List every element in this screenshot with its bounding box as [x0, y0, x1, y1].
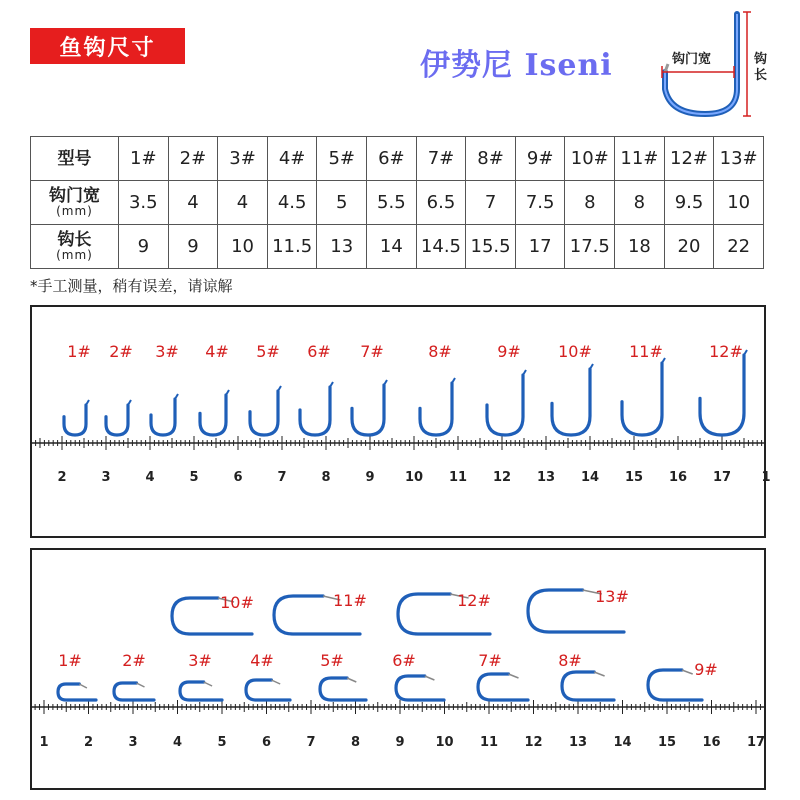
ruler-number: 1	[761, 470, 771, 485]
hook-size-label: 12#	[457, 591, 491, 610]
ruler-number: 6	[233, 470, 243, 485]
hook-size-label: 13#	[595, 587, 629, 606]
model-cell: 9#	[515, 137, 565, 181]
hook-size-label: 4#	[205, 342, 229, 361]
ruler-number: 1	[39, 735, 49, 750]
ruler-number: 4	[145, 470, 155, 485]
hook-eye	[384, 380, 387, 385]
hook-shape	[478, 674, 528, 700]
hook-size-label: 9#	[694, 660, 718, 679]
ruler-number: 12	[524, 735, 543, 750]
ruler-number: 10	[435, 735, 454, 750]
hook-size-label: 7#	[360, 342, 384, 361]
hook-eye	[86, 400, 89, 405]
hook-shape	[562, 672, 614, 700]
model-cell: 1#	[119, 137, 169, 181]
hook-size-label: 2#	[109, 342, 133, 361]
length-cell: 10	[218, 225, 268, 269]
model-cell: 11#	[615, 137, 665, 181]
hook-eye	[226, 390, 229, 395]
gap-width-cell: 4	[168, 181, 218, 225]
hook-eye	[452, 378, 455, 383]
gap-width-row	[31, 181, 764, 225]
hook-eye	[175, 394, 178, 399]
ruler-number: 14	[613, 735, 632, 750]
ruler-number: 9	[365, 470, 375, 485]
hook-point	[79, 684, 87, 688]
hook-point	[137, 683, 145, 687]
ruler-number: 16	[668, 470, 688, 485]
hook-size-label: 10#	[558, 342, 592, 361]
length-row	[31, 225, 764, 269]
hook-size-label: 9#	[497, 342, 521, 361]
hook-size-label: 5#	[320, 651, 344, 670]
hook-size-label: 10#	[220, 593, 254, 612]
hook-size-label: 6#	[392, 651, 416, 670]
gap-width-cell: 5.5	[367, 181, 417, 225]
gap-width-cell: 5	[317, 181, 367, 225]
gap-width-cell: 3.5	[119, 181, 169, 225]
hook-point	[509, 674, 519, 678]
length-cell: 15.5	[466, 225, 516, 269]
hook-eye	[744, 350, 747, 355]
horizontal-hooks-ruler	[32, 550, 764, 788]
model-cell: 7#	[416, 137, 466, 181]
gap-width-cell: 4	[218, 181, 268, 225]
gap-width-cell: 8	[565, 181, 615, 225]
ruler-number: 7	[306, 735, 316, 750]
ruler-number: 5	[217, 735, 227, 750]
hook-shape	[151, 399, 175, 435]
model-cell: 10#	[565, 137, 615, 181]
ruler-number: 8	[350, 735, 361, 750]
ruler-number: 15	[657, 735, 677, 750]
hook-eye	[590, 364, 593, 369]
ruler-number: 12	[492, 470, 512, 485]
hook-size-label: 1#	[58, 651, 82, 670]
spec-table	[30, 136, 764, 269]
hook-size-label: 11#	[333, 591, 367, 610]
gap-width-label: 钩门宽	[672, 52, 712, 67]
hook-ruler-panel-horizontal	[30, 548, 766, 790]
ruler-number: 3	[101, 470, 111, 485]
ruler-number: 2	[57, 470, 67, 485]
length-cell: 9	[168, 225, 218, 269]
hook-shape	[352, 385, 384, 435]
model-cell: 6#	[367, 137, 417, 181]
length-cell: 14	[367, 225, 417, 269]
ruler-number: 13	[536, 470, 556, 485]
hook-size-label: 5#	[256, 342, 280, 361]
ruler-number: 7	[277, 470, 287, 485]
hook-point	[204, 682, 212, 686]
ruler-number: 13	[568, 735, 588, 750]
hook-size-label: 3#	[155, 342, 179, 361]
ruler-number: 14	[580, 470, 600, 485]
vertical-hooks-ruler	[32, 307, 771, 536]
model-cell: 8#	[466, 137, 516, 181]
model-cell: 4#	[267, 137, 317, 181]
length-cell: 9	[119, 225, 169, 269]
ruler	[32, 436, 771, 485]
ruler-number: 15	[624, 470, 644, 485]
hook-shape	[396, 676, 444, 700]
brand-title: 伊势尼 Iseni	[420, 48, 613, 83]
hook-shape	[250, 391, 278, 435]
hook-size-label: 3#	[188, 651, 212, 670]
hook-eye	[523, 370, 526, 375]
hook-eye	[128, 400, 131, 405]
ruler-number: 8	[321, 470, 331, 485]
hook-shape	[246, 680, 290, 700]
hook-shape	[700, 355, 744, 435]
hook-eye	[278, 386, 281, 391]
hook-eye	[330, 382, 333, 387]
hook-shape	[420, 383, 452, 435]
hook-point	[271, 680, 280, 684]
gap-width-cell: 4.5	[267, 181, 317, 225]
hook-shape	[106, 405, 128, 435]
hook-shape	[487, 375, 523, 435]
ruler-number: 9	[395, 735, 405, 750]
hook-shape	[552, 369, 590, 435]
model-cell: 2#	[168, 137, 218, 181]
gap-width-cell: 10	[714, 181, 764, 225]
gap-width-cell: 7	[466, 181, 516, 225]
hook-shape	[64, 405, 86, 435]
hook-shape	[200, 395, 226, 435]
ruler-number: 5	[189, 470, 199, 485]
ruler-number: 17	[712, 470, 732, 485]
hook-size-label: 4#	[250, 651, 274, 670]
length-header: 钩长 (mm)	[31, 225, 119, 269]
hook-size-label: 8#	[558, 651, 582, 670]
length-cell: 22	[714, 225, 764, 269]
hook-shape	[320, 678, 366, 700]
ruler-number: 3	[128, 735, 138, 750]
hook-point	[682, 670, 693, 674]
length-cell: 20	[664, 225, 714, 269]
ruler-number: 11	[448, 470, 468, 485]
hook-shape	[300, 387, 330, 435]
length-cell: 14.5	[416, 225, 466, 269]
ruler-number: 17	[746, 735, 766, 750]
hook-shape	[622, 363, 662, 435]
gap-width-cell: 6.5	[416, 181, 466, 225]
length-cell: 11.5	[267, 225, 317, 269]
model-cell: 5#	[317, 137, 367, 181]
size-badge: 鱼钩尺寸	[30, 28, 185, 64]
hook-dimension-diagram	[650, 4, 780, 124]
hook-point	[425, 676, 435, 680]
length-cell: 17	[515, 225, 565, 269]
hook-shape	[114, 683, 154, 700]
gap-width-header: 钩门宽 (mm)	[31, 181, 119, 225]
ruler-number: 4	[172, 735, 183, 750]
hook-size-label: 2#	[122, 651, 146, 670]
hook-size-label: 6#	[307, 342, 331, 361]
length-cell: 13	[317, 225, 367, 269]
hook-point	[594, 672, 604, 676]
hook-size-label: 7#	[478, 651, 502, 670]
hook-ruler-panel-vertical	[30, 305, 771, 538]
model-cell: 3#	[218, 137, 268, 181]
gap-width-cell: 9.5	[664, 181, 714, 225]
hook-size-label: 11#	[629, 342, 663, 361]
ruler-number: 16	[702, 735, 721, 750]
length-cell: 17.5	[565, 225, 615, 269]
hook-size-label: 12#	[709, 342, 743, 361]
ruler-number: 2	[83, 735, 94, 750]
hook-point	[347, 678, 356, 682]
measurement-note: *手工测量，稍有误差，请谅解	[30, 277, 233, 295]
hook-size-label: 1#	[67, 342, 91, 361]
hook-size-label: 8#	[428, 342, 452, 361]
length-label: 钩长	[754, 52, 768, 83]
ruler-number: 11	[479, 735, 499, 750]
model-header: 型号	[31, 137, 119, 181]
hook-shape	[58, 684, 96, 700]
model-row	[31, 137, 764, 181]
model-cell: 13#	[714, 137, 764, 181]
gap-width-cell: 7.5	[515, 181, 565, 225]
ruler-number: 6	[261, 735, 272, 750]
model-cell: 12#	[664, 137, 714, 181]
ruler-number: 10	[404, 470, 424, 485]
ruler	[32, 700, 765, 750]
hook-shape	[180, 682, 222, 700]
gap-width-cell: 8	[615, 181, 665, 225]
length-cell: 18	[615, 225, 665, 269]
